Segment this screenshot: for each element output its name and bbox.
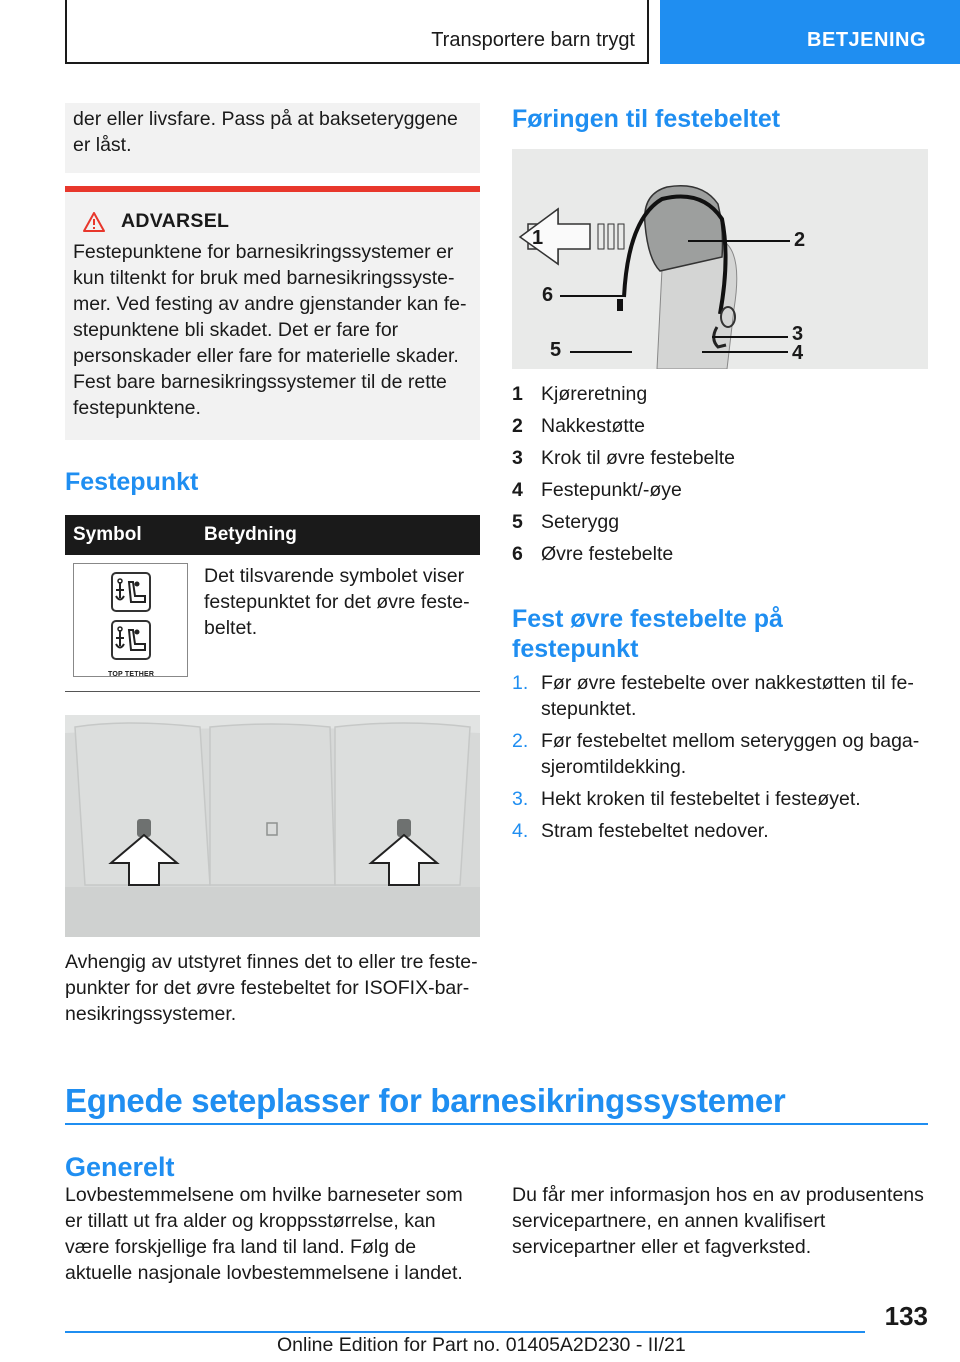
page-number: 133 xyxy=(884,1301,928,1331)
step-item: 1. Før øvre festebelte over nakkestøtten til festepunktet. xyxy=(512,672,914,720)
warning-box xyxy=(65,186,480,440)
child-seat-anchor-icon xyxy=(111,572,151,612)
child-seat-anchor-top-tether-icon xyxy=(111,620,151,660)
top-tether-caption: TOP TETHER xyxy=(108,671,155,678)
diagram-label-4: 4 xyxy=(792,342,804,364)
section-divider xyxy=(65,1123,928,1125)
intro-note-text: der eller livsfare. Pass på at bakseteryggene er låst. xyxy=(73,108,458,156)
table-header-betydning: Betydning xyxy=(196,515,480,555)
diagram-label-3: 3 xyxy=(792,323,804,345)
generelt-left-text: Lovbestemmelsene om hvilke barneseter som er tillatt ut fra alder og kroppsstørrelse, kan være forskjellige fra land til land. Følg de aktuelle nasjonale lovbestemmelsene i landet. xyxy=(65,1184,463,1284)
diagram-label-5: 5 xyxy=(550,339,562,361)
top-tether-symbols xyxy=(73,563,188,677)
section-tab[interactable] xyxy=(660,0,960,64)
meaning-cell: Det tilsvarende symbolet viser festepunktet for det øvre festebeltet. xyxy=(196,555,480,691)
chapter-header xyxy=(65,0,649,64)
symbol-cell xyxy=(65,555,196,691)
diagram-label-1: 1 xyxy=(532,227,544,249)
list-item: 5 Seterygg xyxy=(512,511,620,533)
diagram-label-6: 6 xyxy=(542,284,554,306)
heading-generelt: Generelt xyxy=(65,1152,175,1182)
warning-text: Festepunktene for barnesikringssystemer er kun tiltenkt for bruk med barnesikringssystemer. Ved festing av andre gjenstander kan festepunktene bli skadet. Det er fare for personskader eller fare for materielle skader. Fest bare barnesikringssystemer til de rette festepunktene. xyxy=(73,241,467,419)
list-item: 4 Festepunkt/-øye xyxy=(512,479,682,501)
list-item: 6 Øvre festebelte xyxy=(512,543,674,565)
list-item: 3 Krok til øvre festebelte xyxy=(512,447,735,469)
section-title: Egnede seteplasser for barnesikringssystemer xyxy=(65,1082,786,1119)
table-header-symbol: Symbol xyxy=(65,515,196,555)
generelt-right-text: Du får mer informasjon hos en av produsentens servicepartnere, en annen kvalifisert servicepartner eller et fagverksted. xyxy=(512,1184,924,1258)
warning-label: ADVARSEL xyxy=(121,210,230,232)
step-item: 4. Stram festebeltet nedover. xyxy=(512,820,769,842)
step-item: 2. Før festebeltet mellom seteryggen og bagasjeromtildekking. xyxy=(512,730,920,778)
warning-triangle-icon xyxy=(83,212,105,232)
chapter-title: Transportere barn trygt xyxy=(431,29,635,51)
heading-festepunkt: Festepunkt xyxy=(65,468,199,496)
list-item: 2 Nakkestøtte xyxy=(512,415,646,437)
heading-fest: Fest øvre festebelte på festepunkt xyxy=(512,605,783,663)
symbol-table xyxy=(65,515,480,692)
footer-divider xyxy=(65,1331,865,1333)
photo-caption: Avhengig av utstyret finnes det to eller tre festepunkter for det øvre festebeltet for ISOFIX-barnesikringssystemer. xyxy=(65,951,478,1025)
list-item: 1 Kjøreretning xyxy=(512,383,648,405)
instruction-steps xyxy=(512,670,928,850)
diagram-label-2: 2 xyxy=(794,229,806,251)
section-tab-label: BETJENING xyxy=(807,29,926,51)
table-row xyxy=(65,555,480,691)
footer-edition: Online Edition for Part no. 01405A2D230 - II/21 xyxy=(277,1334,686,1356)
tether-routing-diagram xyxy=(512,149,928,369)
intro-note-box xyxy=(65,103,480,173)
diagram-legend xyxy=(512,381,928,573)
heading-foringen: Føringen til festebeltet xyxy=(512,105,781,133)
step-item: 3. Hekt kroken til festebeltet i festeøyet. xyxy=(512,788,861,810)
anchor-points-photo xyxy=(65,715,480,937)
